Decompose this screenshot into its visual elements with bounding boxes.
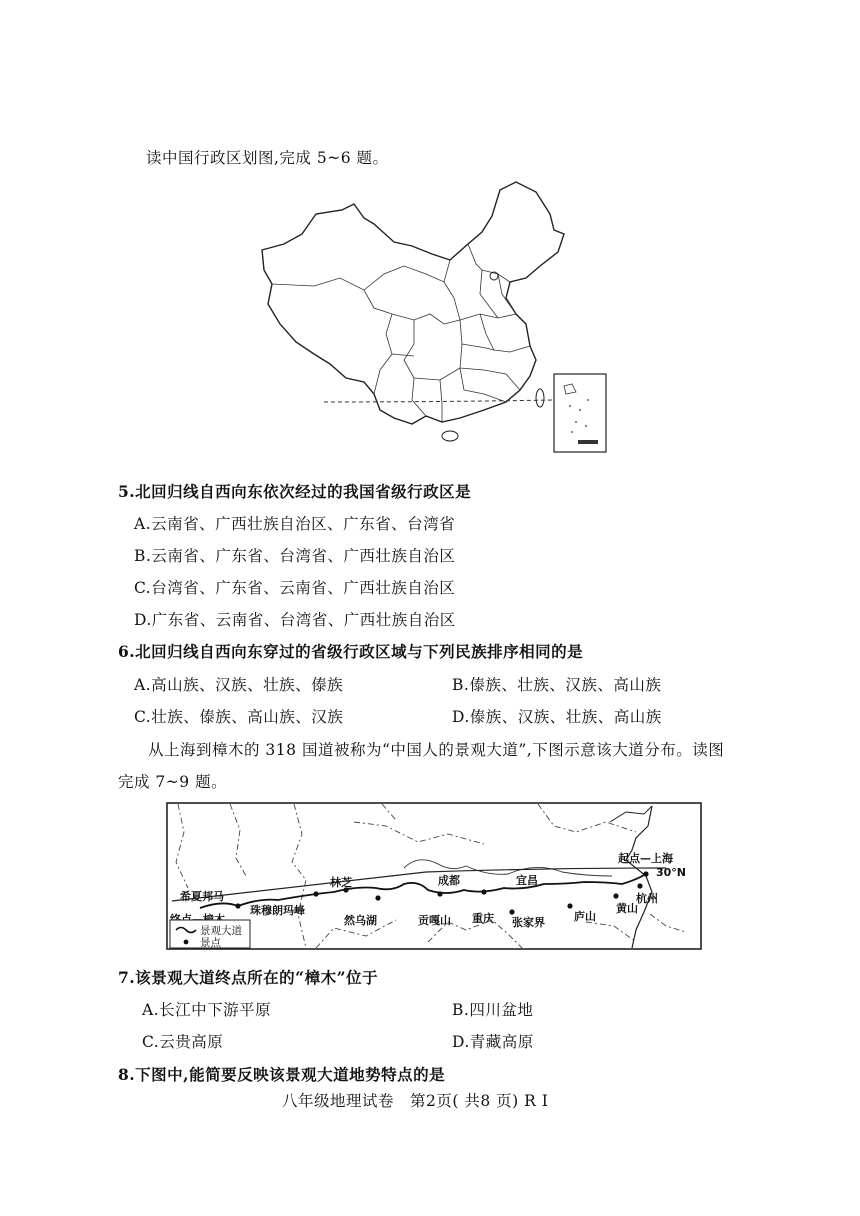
question-7-option-c[interactable]: C.云贵高原 bbox=[142, 1033, 224, 1051]
label-zhufeng: 珠穆朗玛峰 bbox=[250, 904, 305, 917]
question-6-stem: 6.北回归线自西向东穿过的省级行政区域与下列民族排序相同的是 bbox=[118, 642, 584, 661]
spot-legend-icon bbox=[184, 940, 189, 945]
question-8-stem: 8.下图中,能简要反映该景观大道地势特点的是 bbox=[118, 1065, 446, 1084]
question-6-option-a[interactable]: A.高山族、汉族、壮族、傣族 bbox=[134, 676, 344, 694]
page-footer: 八年级地理试卷 第2页( 共8 页) R I bbox=[282, 1092, 549, 1110]
label-latitude: 30°N bbox=[656, 866, 687, 879]
question-7-option-b[interactable]: B.四川盆地 bbox=[452, 1001, 534, 1019]
question-5-option-c[interactable]: C.台湾省、广东省、云南省、广西壮族自治区 bbox=[134, 579, 456, 597]
question-5-option-d[interactable]: D.广东省、云南省、台湾省、广西壮族自治区 bbox=[134, 611, 456, 629]
question-6-option-b[interactable]: B.傣族、壮族、汉族、高山族 bbox=[452, 676, 662, 694]
question-6-option-d[interactable]: D.傣族、汉族、壮族、高山族 bbox=[452, 708, 662, 726]
intro-text-2-line-1: 从上海到樟木的 318 国道被称为“中国人的景观大道”,下图示意该大道分布。读图 bbox=[148, 741, 725, 759]
legend-road-label: 景观大道 bbox=[200, 925, 242, 937]
question-5-stem: 5.北回归线自西向东依次经过的我国省级行政区是 bbox=[118, 482, 472, 501]
label-chongqing: 重庆 bbox=[472, 912, 494, 925]
intro-text-2-line-2: 完成 7~9 题。 bbox=[118, 773, 228, 791]
legend-spot-label: 景点 bbox=[200, 937, 221, 949]
question-5-option-b[interactable]: B.云南省、广东省、台湾省、广西壮族自治区 bbox=[134, 547, 456, 565]
label-zhangjiajie: 张家界 bbox=[512, 916, 545, 929]
south-china-sea-inset bbox=[554, 374, 606, 452]
label-huangshan: 黄山 bbox=[616, 902, 638, 915]
route-map-legend bbox=[170, 920, 250, 949]
intro-text-1: 读中国行政区划图,完成 5~6 题。 bbox=[146, 149, 389, 167]
question-7-stem: 7.该景观大道终点所在的“樟木”位于 bbox=[118, 968, 379, 987]
label-lushan: 庐山 bbox=[574, 910, 596, 923]
question-5-option-a[interactable]: A.云南省、广西壮族自治区、广东省、台湾省 bbox=[134, 515, 456, 533]
question-7-option-d[interactable]: D.青藏高原 bbox=[452, 1033, 534, 1051]
question-6-option-c[interactable]: C.壮族、傣族、高山族、汉族 bbox=[134, 708, 344, 726]
label-chengdu: 成都 bbox=[438, 874, 460, 887]
label-gonggashan: 贡嘎山 bbox=[418, 914, 451, 927]
label-linzhi: 林芝 bbox=[330, 876, 352, 889]
label-xixiabangma: 希夏邦马 bbox=[180, 890, 224, 903]
label-hangzhou: 杭州 bbox=[636, 892, 658, 905]
china-admin-map bbox=[254, 174, 614, 460]
label-yichang: 宜昌 bbox=[516, 874, 538, 887]
label-shanghai: 起点—上海 bbox=[618, 852, 673, 865]
question-7-option-a[interactable]: A.长江中下游平原 bbox=[142, 1001, 272, 1019]
label-ranwuhu: 然乌湖 bbox=[344, 914, 377, 927]
route-318-map bbox=[166, 802, 702, 954]
